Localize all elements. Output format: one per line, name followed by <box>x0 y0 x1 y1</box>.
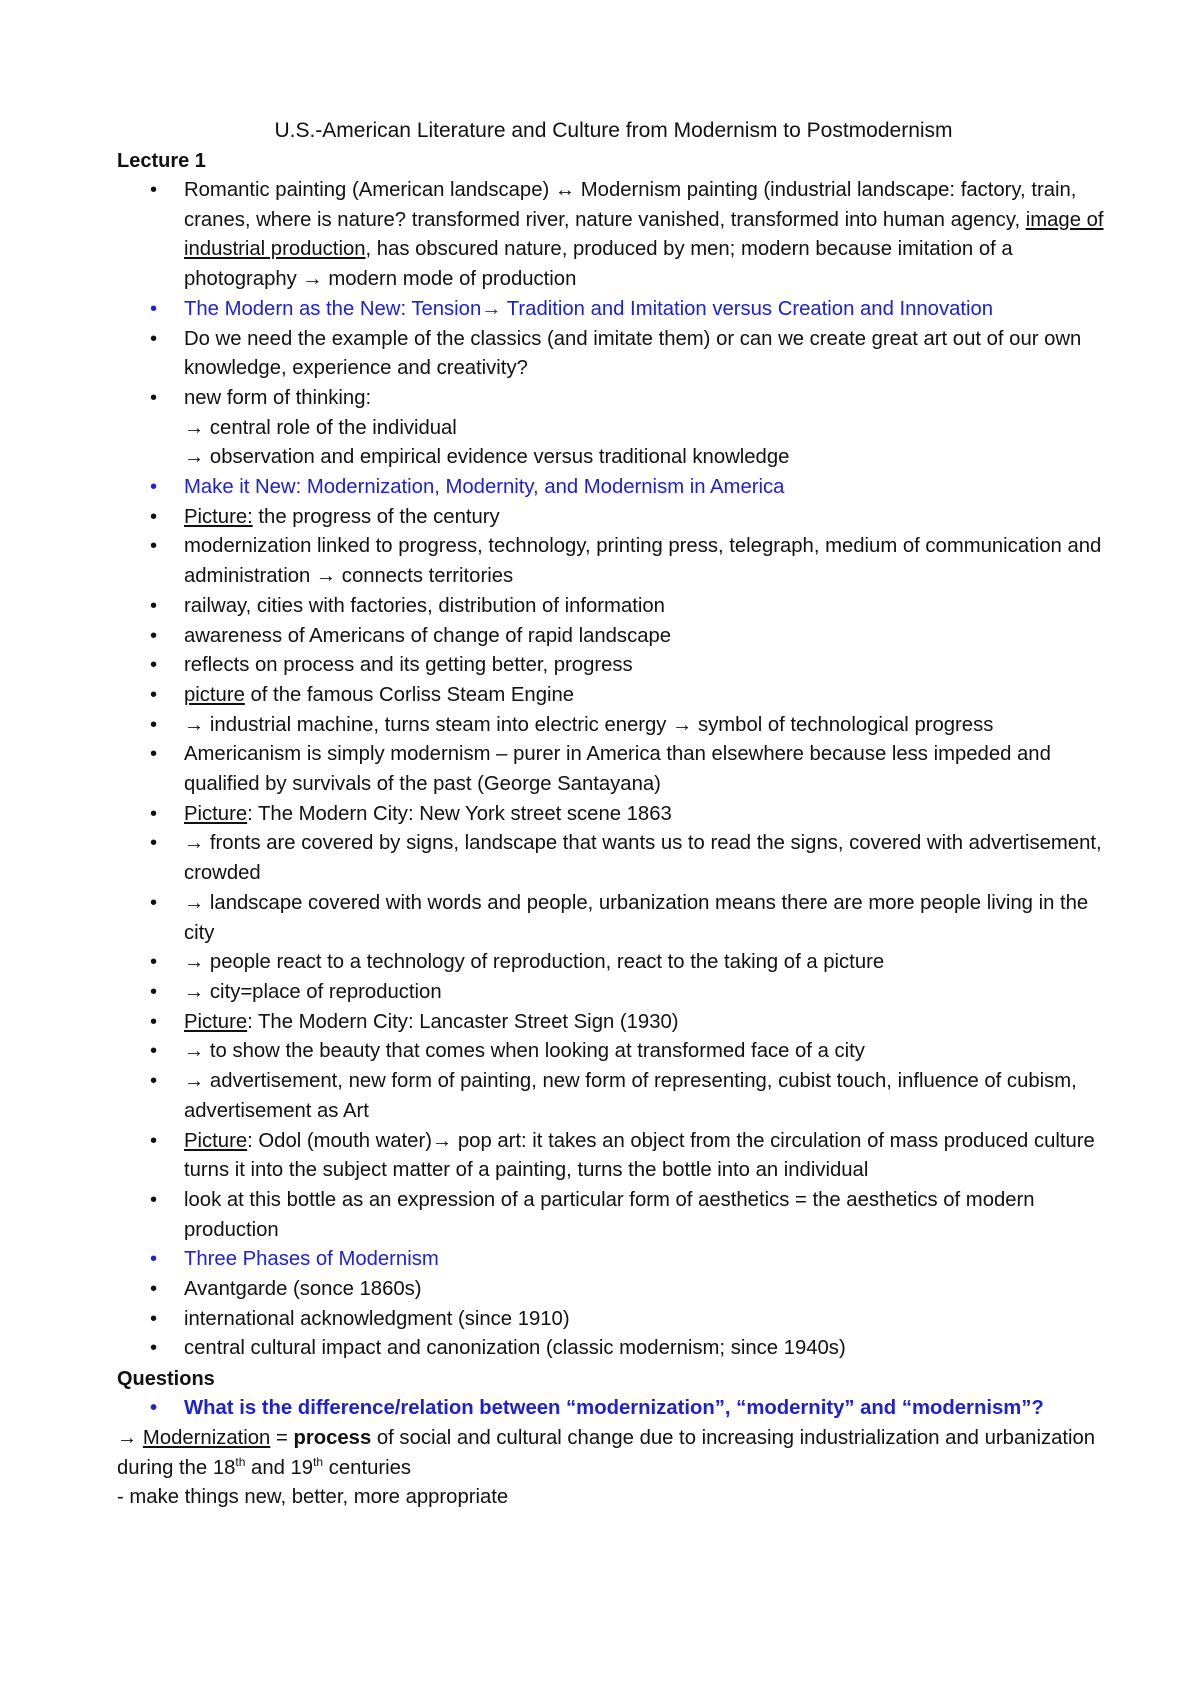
list-item-subheading: • The Modern as the New: Tension→ Tradition and Imitation versus Creation and Innovation <box>150 295 1110 325</box>
list-item: • Picture: The Modern City: Lancaster Street Sign (1930) <box>150 1008 1110 1038</box>
list-item: • → industrial machine, turns steam into electric energy → symbol of technological progress <box>150 711 1110 741</box>
list-item: • Do we need the example of the classics (and imitate them) or can we create great art out of our own knowledge, experience and creativity? <box>150 325 1110 384</box>
list-item: • international acknowledgment (since 1910) <box>150 1305 1110 1335</box>
list-item: • → advertisement, new form of painting, new form of representing, cubist touch, influence of cubism, advertisement as Art <box>150 1067 1110 1126</box>
list-item: • → landscape covered with words and people, urbanization means there are more people living in the city <box>150 889 1110 948</box>
definition-note: - make things new, better, more appropriate <box>117 1486 509 1509</box>
definition-paragraph: → Modernization = process of social and cultural change due to increasing industrialization and urbanization during the 18th and 19th centuries <box>117 1426 1096 1479</box>
list-item: • central cultural impact and canonization (classic modernism; since 1940s) <box>150 1334 1110 1364</box>
lecture-heading: Lecture 1 <box>117 150 206 172</box>
bullet-icon: • <box>150 386 158 409</box>
bullet-icon: • <box>150 1188 158 1211</box>
bullet-icon: • <box>150 476 158 499</box>
bullet-icon: • <box>150 1129 158 1152</box>
bullet-icon: • <box>150 743 158 766</box>
list-item: • → people react to a technology of reproduction, react to the taking of a picture <box>150 948 1110 978</box>
bullet-icon: • <box>150 951 158 974</box>
questions-heading: Questions <box>117 1368 215 1391</box>
list-item: • Americanism is simply modernism – purer in America than elsewhere because less impeded and qualified by survivals of the past (George Santayana) <box>150 740 1110 799</box>
list-item: • → to show the beauty that comes when looking at transformed face of a city <box>150 1037 1110 1067</box>
bullet-icon: • <box>150 594 158 617</box>
list-item: • awareness of Americans of change of rapid landscape <box>150 622 1110 652</box>
bullet-icon: • <box>150 179 158 201</box>
list-item: • → fronts are covered by signs, landscape that wants us to read the signs, covered with advertisement, crowded <box>150 829 1110 888</box>
bullet-icon: • <box>150 297 158 320</box>
bullet-icon: • <box>150 713 158 736</box>
bullet-icon: • <box>150 1248 158 1271</box>
bullet-icon: • <box>150 327 158 350</box>
list-item: • Picture: the progress of the century <box>150 503 1110 533</box>
list-item: • new form of thinking: → central role of the individual → observation and empirical evidence versus traditional knowledge <box>150 384 1110 473</box>
list-item: • modernization linked to progress, technology, printing press, telegraph, medium of communication and administration → connects territories <box>150 532 1110 591</box>
bullet-icon: • <box>150 891 158 914</box>
list-item: • Romantic painting (American landscape) ↔ Modernism painting (industrial landscape: factory, train, cranes, where is nature? transformed river, nature vanished, transformed into human agency, image of industrial production, has obscured nature, produced by men; modern because imitation of a photography → modern mode of production <box>150 176 1110 295</box>
list-item: • Picture: The Modern City: New York street scene 1863 <box>150 800 1110 830</box>
list-item-subheading: • Make it New: Modernization, Modernity, and Modernism in America <box>150 473 1110 503</box>
questions-list <box>117 1394 1110 1424</box>
bullet-icon: • <box>150 624 158 647</box>
bullet-icon: • <box>150 1010 158 1033</box>
list-item: • railway, cities with factories, distribution of information <box>150 592 1110 622</box>
bullet-icon: • <box>150 832 158 855</box>
bullet-icon: • <box>150 535 158 558</box>
bullet-icon: • <box>150 980 158 1003</box>
bullet-icon: • <box>150 1397 158 1420</box>
bullet-icon: • <box>150 1337 158 1360</box>
lecture-bullet-list <box>117 176 1110 1364</box>
list-item: • Picture: Odol (mouth water)→ pop art: it takes an object from the circulation of mass produced culture turns it into the subject matter of a painting, turns the bottle into an individual <box>150 1127 1110 1186</box>
bullet-icon: • <box>150 1278 158 1301</box>
list-item-subheading: • Three Phases of Modernism <box>150 1245 1110 1275</box>
question-item: • What is the difference/relation between “modernization”, “modernity” and “modernism”? <box>150 1394 1110 1424</box>
bullet-icon: • <box>150 1307 158 1330</box>
list-item: • picture of the famous Corliss Steam Engine <box>150 681 1110 711</box>
bullet-icon: • <box>150 802 158 825</box>
bullet-icon: • <box>150 654 158 677</box>
bullet-icon: • <box>150 683 158 706</box>
list-item: • → city=place of reproduction <box>150 978 1110 1008</box>
list-item: • reflects on process and its getting better, progress <box>150 651 1110 681</box>
list-item: • Avantgarde (sonce 1860s) <box>150 1275 1110 1305</box>
list-item: • look at this bottle as an expression of a particular form of aesthetics = the aesthetics of modern production <box>150 1186 1110 1245</box>
bullet-icon: • <box>150 505 158 528</box>
bullet-icon: • <box>150 1040 158 1063</box>
bullet-icon: • <box>150 1070 158 1093</box>
document-title: U.S.-American Literature and Culture from Modernism to Postmodernism <box>274 119 953 142</box>
